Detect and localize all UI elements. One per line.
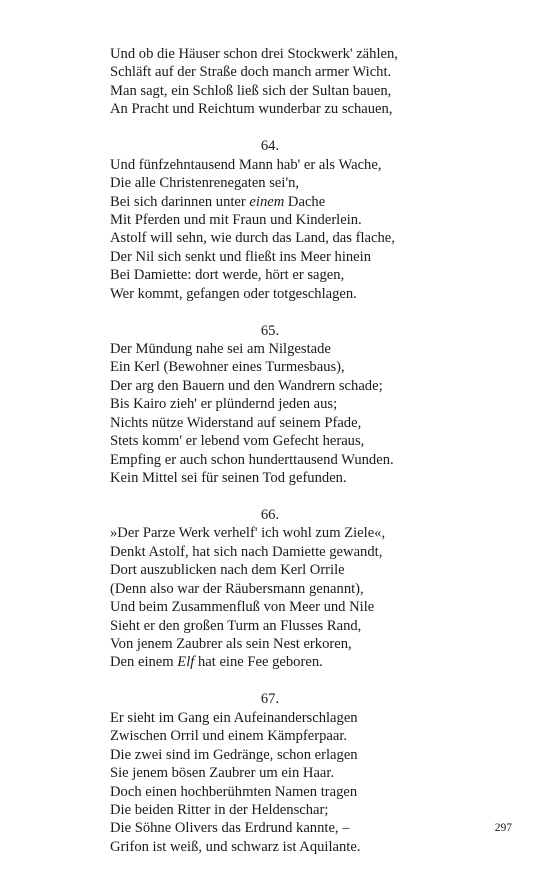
stanza <box>110 45 430 119</box>
verse-line: Der Nil sich senkt und fließt ins Meer hinein <box>110 248 372 265</box>
poem-text <box>110 45 430 856</box>
verse-line: Denkt Astolf, hat sich nach Damiette gewandt, <box>110 543 383 560</box>
verse-line: Empfing er auch schon hunderttausend Wunden. <box>110 451 394 468</box>
verse-line: (Denn also war der Räubersmann genannt), <box>110 580 364 597</box>
stanza-number: 65. <box>260 322 280 339</box>
verse-line: Wer kommt, gefangen oder totgeschlagen. <box>110 285 357 302</box>
stanza <box>110 137 430 303</box>
verse-line: Bei Damiette: dort werde, hört er sagen, <box>110 267 345 284</box>
verse-line: Dort auszublicken nach dem Kerl Orrile <box>110 562 345 579</box>
verse-line: Die alle Christenrenegaten sei'n, <box>110 175 300 192</box>
stanza-gap <box>110 119 430 137</box>
verse-line: Bei sich darinnen unter einem Dache <box>110 193 326 210</box>
stanza-number: 66. <box>260 506 280 523</box>
verse-line: Ein Kerl (Bewohner eines Turmesbaus), <box>110 359 345 376</box>
stanza <box>110 506 430 672</box>
verse-line: Sieht er den großen Turm an Flusses Rand, <box>110 617 362 634</box>
verse-line: An Pracht und Reichtum wunderbar zu schauen, <box>110 101 393 118</box>
verse-line: Nichts nütze Widerstand auf seinem Pfade, <box>110 414 362 431</box>
verse-line: Und beim Zusammenfluß von Meer und Nile <box>110 599 375 616</box>
page-number: 297 <box>494 822 512 834</box>
verse-line: Grifon ist weiß, und schwarz ist Aquilante. <box>110 838 361 855</box>
verse-line: Der arg den Bauern und den Wandrern schade; <box>110 377 383 394</box>
verse-line: Und ob die Häuser schon drei Stockwerk' zählen, <box>110 46 398 62</box>
verse-line: Doch einen hochberühmten Namen tragen <box>110 783 358 800</box>
stanza <box>110 322 430 488</box>
verse-line: Schläft auf der Straße doch manch armer Wicht. <box>110 64 392 81</box>
verse-line: Der Mündung nahe sei am Nilgestade <box>110 341 331 357</box>
verse-line: Stets komm' er lebend vom Gefecht heraus, <box>110 433 365 450</box>
verse-line: Man sagt, ein Schloß ließ sich der Sultan bauen, <box>110 82 392 99</box>
verse-line: Von jenem Zaubrer als sein Nest erkoren, <box>110 636 352 652</box>
verse-line: Mit Pferden und mit Fraun und Kinderlein. <box>110 211 362 228</box>
stanza-number: 67. <box>260 691 280 708</box>
verse-line: Sie jenem bösen Zaubrer um ein Haar. <box>110 765 335 782</box>
verse-line: Zwischen Orril und einem Kämpferpaar. <box>110 728 348 745</box>
verse-line: »Der Parze Werk verhelf' ich wohl zum Ziele«, <box>110 525 386 542</box>
verse-line: Kein Mittel sei für seinen Tod gefunden. <box>110 470 347 487</box>
stanza-gap <box>110 672 430 690</box>
verse-line: Den einem Elf hat eine Fee geboren. <box>110 654 323 671</box>
verse-line: Bis Kairo zieh' er plündernd jeden aus; <box>110 396 338 413</box>
stanza-gap <box>110 488 430 506</box>
verse-line: Astolf will sehn, wie durch das Land, das flache, <box>110 230 395 247</box>
stanza-number: 64. <box>260 138 280 155</box>
verse-line: Die beiden Ritter in der Heldenschar; <box>110 801 329 818</box>
stanza <box>110 690 430 856</box>
stanza-gap <box>110 303 430 321</box>
verse-line: Er sieht im Gang ein Aufeinanderschlagen <box>110 709 358 726</box>
verse-line: Die Söhne Olivers das Erdrund kannte, – <box>110 820 350 837</box>
verse-line: Die zwei sind im Gedränge, schon erlagen <box>110 746 358 763</box>
verse-line: Und fünfzehntausend Mann hab' er als Wache, <box>110 156 382 173</box>
